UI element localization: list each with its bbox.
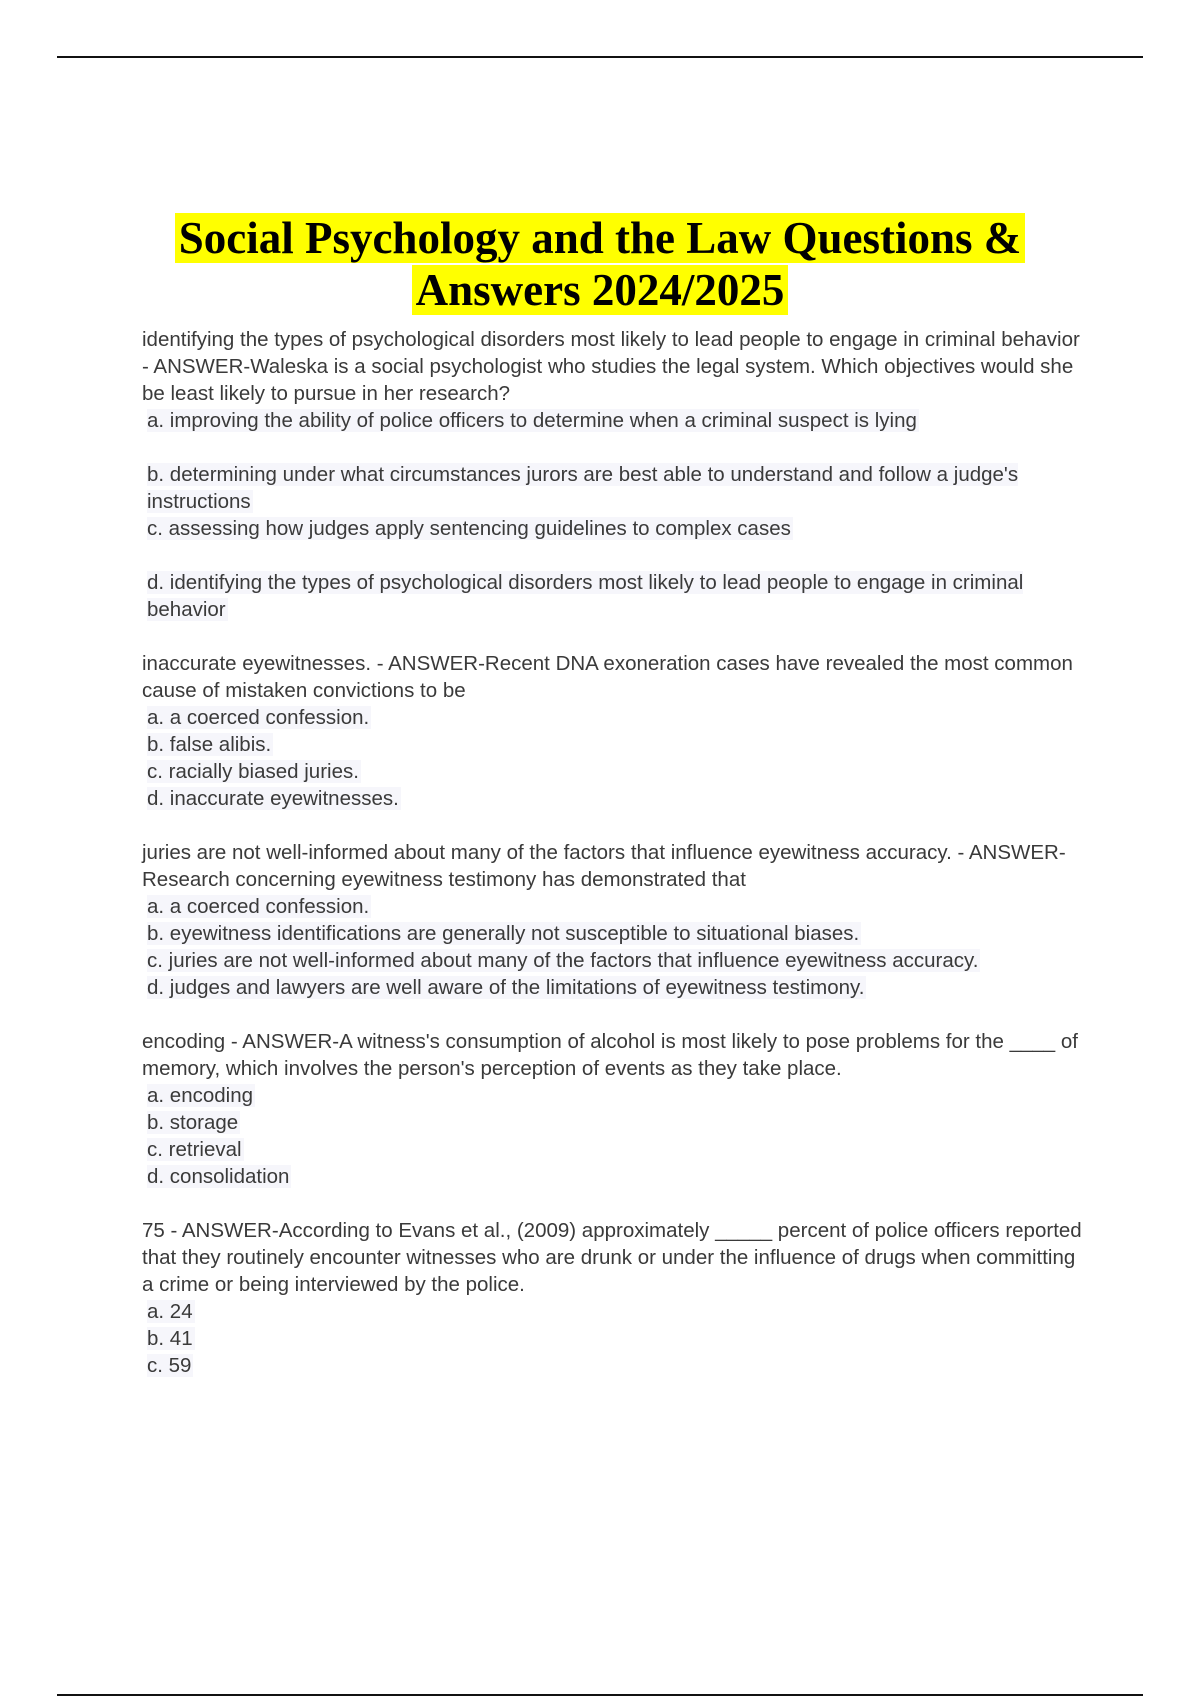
question-text: identifying the types of psychological disorders most likely to lead people to engage in criminal behavior - ANSWER-Waleska is a social psychologist who studies the legal system. Which objectives would she be least likely to pursue in her research? <box>142 328 1080 405</box>
option-d: d. identifying the types of psychological disorders most likely to lead people to engage in criminal behavior <box>147 571 1024 621</box>
option-d: d. inaccurate eyewitnesses. <box>147 787 399 810</box>
option-a: a. a coerced confession. <box>147 895 370 918</box>
qa-block-2 <box>142 650 1087 812</box>
question-text: juries are not well-informed about many of the factors that influence eyewitness accuracy. - ANSWER-Research concerning eyewitness testimony has demonstrated that <box>142 841 1066 891</box>
question-text: 75 - ANSWER-According to Evans et al., (2009) approximately _____ percent of police officers reported that they routinely encounter witnesses who are drunk or under the influence of drugs when committing a crime or being interviewed by the police. <box>142 1219 1082 1296</box>
option-b: b. false alibis. <box>147 733 272 756</box>
option-b: b. eyewitness identifications are generally not susceptible to situational biases. <box>147 922 860 945</box>
option-d: d. consolidation <box>147 1165 290 1188</box>
option-a: a. improving the ability of police officers to determine when a criminal suspect is lying <box>147 409 917 432</box>
title-line-1: Social Psychology and the Law Questions & <box>175 213 1026 263</box>
qa-block-5 <box>142 1217 1087 1379</box>
option-c: c. racially biased juries. <box>147 760 359 783</box>
option-b: b. storage <box>147 1111 239 1134</box>
option-c: c. 59 <box>147 1354 192 1377</box>
option-c: c. retrieval <box>147 1138 242 1161</box>
qa-content <box>142 326 1087 1406</box>
question-text: inaccurate eyewitnesses. - ANSWER-Recent DNA exoneration cases have revealed the most common cause of mistaken convictions to be <box>142 652 1073 702</box>
qa-block-4 <box>142 1028 1087 1190</box>
option-c: c. juries are not well-informed about many of the factors that influence eyewitness accuracy. <box>147 949 979 972</box>
bottom-rule <box>57 1694 1143 1696</box>
question-text: encoding - ANSWER-A witness's consumption of alcohol is most likely to pose problems for the ____ of memory, which involves the person's perception of events as they take place. <box>142 1030 1078 1080</box>
document-title <box>100 212 1100 316</box>
option-b: b. determining under what circumstances jurors are best able to understand and follow a judge's instructions <box>147 463 1019 513</box>
option-c: c. assessing how judges apply sentencing guidelines to complex cases <box>147 517 791 540</box>
qa-block-1 <box>142 326 1087 623</box>
title-line-2: Answers 2024/2025 <box>412 265 789 315</box>
option-a: a. encoding <box>147 1084 254 1107</box>
option-a: a. a coerced confession. <box>147 706 370 729</box>
option-b: b. 41 <box>147 1327 193 1350</box>
option-d: d. judges and lawyers are well aware of the limitations of eyewitness testimony. <box>147 976 865 999</box>
qa-block-3 <box>142 839 1087 1001</box>
option-a: a. 24 <box>147 1300 193 1323</box>
top-rule <box>57 56 1143 58</box>
